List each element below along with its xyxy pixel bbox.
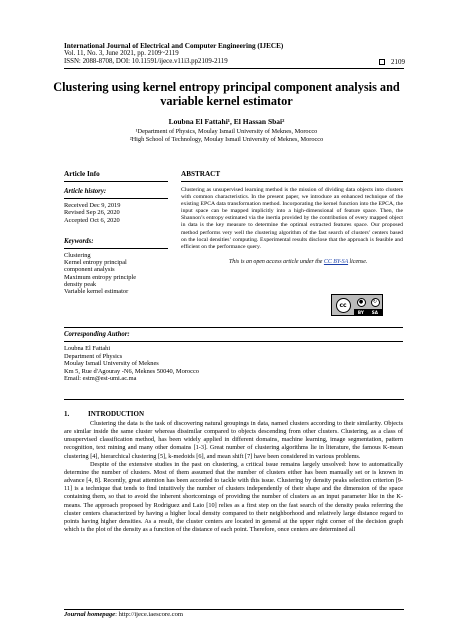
keyword: component analysis	[64, 266, 115, 274]
corresponding-author	[64, 327, 403, 383]
cc-license-badge[interactable]	[331, 294, 383, 316]
paper-authors: Loubna El Fattahi¹, El Hassan Sbai²	[168, 117, 285, 126]
cc-by-label: BY	[357, 309, 364, 315]
keyword: Clustering	[64, 251, 91, 259]
introduction-section	[64, 410, 403, 534]
journal-title: International Journal of Electrical and Computer Engineering (IJECE)	[64, 42, 284, 50]
oa-suffix: license.	[348, 258, 368, 265]
journal-header	[64, 42, 404, 67]
intro-paragraph-1: Clustering the data is the task of discovering natural groupings in data, named clusters according to their similarity. Objects are similar inside the same cluster whereas dissimilar compared to objects descending from other clusters. Clustering, as a class of unsupervised classification method, has been widely applied in different domains, machine learning, image segmentation, pattern recognition, text mining and many other domains [1-3]. Great number of clustering algorithms lie in literature, the famous K-mean clustering [4], hierarchical clustering [5], k-medoids [6], and mean shift [7] have been considered in various problems.	[64, 420, 403, 460]
history-revised: Revised Sep 26, 2020	[64, 209, 120, 217]
share-alike-icon: ↻	[371, 298, 380, 307]
history-list	[64, 202, 168, 224]
history-received: Received Dec 9, 2019	[64, 202, 121, 209]
abstract-section	[181, 170, 403, 265]
license-link[interactable]: CC BY-SA	[323, 258, 349, 265]
keyword: Variable kernel estimator	[64, 288, 129, 296]
abstract-heading: ABSTRACT	[181, 170, 403, 182]
keywords-heading: Keywords:	[64, 238, 168, 249]
corr-dept: Department of Physics	[64, 352, 123, 360]
history-accepted: Accepted Oct 6, 2020	[64, 216, 120, 224]
cc-icons	[354, 295, 382, 309]
affiliation-1: ¹Department of Physics, Moulay Ismail University of Meknes, Morocco	[135, 128, 318, 135]
corresponding-rule	[64, 399, 404, 400]
journal-homepage	[64, 611, 183, 618]
page-number-block	[379, 58, 405, 66]
corr-name: Loubna El Fattahi	[64, 345, 111, 352]
keyword: Maximum entropy principle	[64, 273, 137, 281]
article-info	[64, 170, 168, 296]
section-number: 1.	[64, 410, 70, 418]
cc-badge-right	[354, 295, 382, 315]
cc-labels	[354, 309, 382, 315]
article-info-heading: Article Info	[64, 170, 168, 182]
oa-prefix: This is an open access article under the	[229, 258, 324, 265]
affiliation-2: ²High School of Technology, Moulay Ismail University of Meknes, Morocco	[129, 135, 324, 143]
person-icon: ●	[357, 298, 366, 307]
cc-logo-icon	[332, 295, 354, 315]
header-rule	[64, 68, 404, 69]
homepage-url[interactable]: : http://ijece.iaescore.com	[115, 611, 184, 618]
open-access-note	[181, 259, 403, 265]
journal-volume: Vol. 11, No. 3, June 2021, pp. 2109~2119	[64, 50, 179, 58]
history-heading: Article history:	[64, 188, 168, 199]
section-title: INTRODUCTION	[88, 410, 145, 418]
introduction-heading	[64, 410, 403, 418]
cc-logo-text: cc	[336, 298, 351, 313]
affiliations	[40, 128, 413, 143]
journal-issn: ISSN: 2088-8708, DOI: 10.11591/ijece.v11i3.pp2109-2119	[64, 58, 228, 66]
keywords-list	[64, 252, 168, 296]
homepage-label: Journal homepage	[64, 611, 116, 618]
cc-sa-label: SA	[371, 309, 379, 315]
keyword: density peak	[64, 281, 97, 289]
corresponding-details	[64, 345, 403, 383]
paper-title: Clustering using kernel entropy principal component analysis and variable kernel estimator	[53, 80, 400, 108]
abstract-text: Clustering as unsupervised learning method is the mission of dividing data objects into clusters with common characteristics. In the present paper, we introduce an enhanced technique of the existing EPCA data transformation method. Incorporating the kernel function into the EPCA, the input space can be mapped implicitly into a high-dimensional of feature space. Then, the Shannon’s entropy estimated via the inertia provided by the contribution of every mapped object in data is the key measure to determine the optimal extracted features space. Our proposed method performs very well the clustering algorithm of the fast search of clusters’ centers based on the local densities’ computing. Experimental results disclose that the approach is feasible and efficient on the performance query.	[181, 187, 403, 250]
footer-rule	[64, 609, 404, 610]
page-number: 2109	[391, 58, 405, 66]
corresponding-heading: Corresponding Author:	[64, 327, 403, 342]
corr-email: Email: estm@est-umi.ac.ma	[64, 375, 137, 382]
square-icon	[379, 59, 385, 65]
corr-univ: Moulay Ismail University of Meknes	[64, 360, 159, 367]
intro-paragraph-2: Despite of the extensive studies in the past on clustering, a critical issue remains largely unsolved: how to automatically determine the number of clusters. Most of them assumed that the number of clusters either has been manually set or is known in advance [4, 8]. Recently, great attention has been accorded to tackle with this issue. Clustering by density peaks selection criterion [9-11] is a technique that tends to find intuitively the number of clusters independently of their shape and the dimension of the space containing them, so that to avoid the inherent shortcomings of providing the number of clusters as an input parameter like in the K-means. The approach proposed by Rodriguez and Laio [10] relies as a first step on the fast search of the density peaks referring the cluster centers characterized by having a higher local density compared to their neighborhood and relatively large distance regard to points having higher densities. As a result, the cluster centers are located in general at the upper right corner of the decision graph which is the plot of the density as a function of the distance of each point. Therefore, once centers are determined all	[64, 460, 403, 534]
keyword: Kernel entropy principal	[64, 259, 127, 267]
corr-address: Km 5, Rue d'Agouray -N6, Meknes 50040, Morocco	[64, 367, 199, 375]
